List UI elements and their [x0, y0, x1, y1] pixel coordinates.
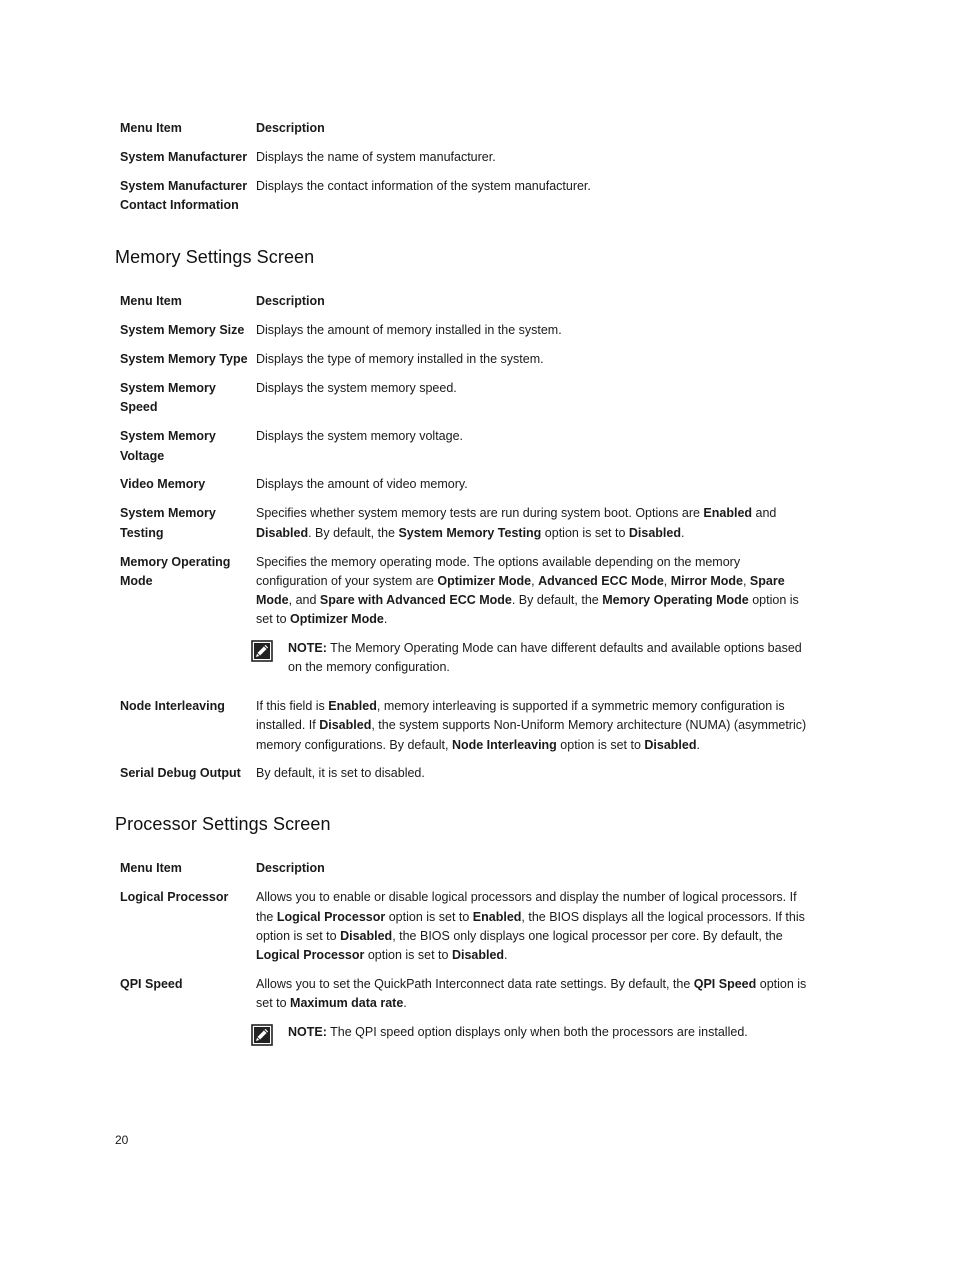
menu-item-description: Displays the amount of video memory.: [256, 477, 468, 492]
menu-item-name: Node Interleaving: [120, 698, 225, 713]
header-menu-item: Menu Item: [120, 121, 182, 135]
note-callout: [256, 1023, 810, 1046]
memory-settings-table: [120, 292, 810, 793]
menu-item-description: If this field is Enabled, memory interleaving is supported if a symmetric memory configuration is installed. If Disabled, the system supports Non-Uniform Memory architecture (NUMA) (asymmetric) memory configurations. By default, Node Interleaving option is set to Disabled.: [256, 698, 807, 752]
table-row: [120, 475, 810, 504]
menu-item-description: Displays the amount of memory installed in the system.: [256, 323, 562, 338]
menu-item-name: System Memory Testing: [120, 506, 216, 540]
menu-item-name: Serial Debug Output: [120, 766, 241, 781]
table-row: [120, 177, 810, 225]
header-description: Description: [256, 294, 325, 308]
table-row: [120, 888, 810, 975]
menu-item-description: Displays the contact information of the system manufacturer.: [256, 179, 591, 194]
processor-settings-table: [120, 859, 810, 1055]
menu-item-name: Logical Processor: [120, 890, 229, 905]
note-callout: [256, 639, 810, 678]
table-row: [120, 975, 810, 1055]
description-text: Specifies the memory operating mode. The options available depending on the memory configuration of your system are Optimizer Mode, Advanced ECC Mode, Mirror Mode, Spare Mode, and Spare with Advanced ECC Mode. By default, the Memory Operating Mode option is set to Optimizer Mode.: [256, 554, 799, 627]
menu-item-name: System Memory Type: [120, 352, 248, 367]
menu-item-description: By default, it is set to disabled.: [256, 766, 425, 781]
system-info-table: [120, 119, 810, 225]
menu-item-name: System Memory Voltage: [120, 429, 216, 463]
memory-section-title: Memory Settings Screen: [115, 247, 315, 267]
description-text: Allows you to set the QuickPath Interconnect data rate settings. By default, the QPI Speed option is set to Maximum data rate.: [256, 977, 807, 1011]
table-header-row: [120, 119, 810, 148]
menu-item-description: Displays the type of memory installed in the system.: [256, 352, 544, 367]
table-row: [120, 504, 810, 552]
table-row: [120, 350, 810, 379]
note-text: NOTE: The QPI speed option displays only when both the processors are installed.: [288, 1024, 748, 1039]
processor-settings-section: [120, 859, 820, 1055]
table-header-row: [120, 292, 810, 321]
processor-section-title: Processor Settings Screen: [115, 814, 331, 834]
menu-item-name: System Memory Size: [120, 323, 245, 338]
menu-item-description: [256, 553, 810, 697]
page-number: 20: [115, 1133, 129, 1147]
header-menu-item: Menu Item: [120, 294, 182, 308]
note-pencil-icon: [251, 1024, 273, 1046]
table-row: [120, 553, 810, 697]
table-row: [120, 379, 810, 427]
menu-item-name: QPI Speed: [120, 977, 183, 992]
menu-item-name: Memory Operating Mode: [120, 554, 231, 588]
header-menu-item: Menu Item: [120, 861, 182, 875]
table-row: [120, 697, 810, 764]
header-description: Description: [256, 121, 325, 135]
menu-item-description: Specifies whether system memory tests are run during system boot. Options are Enabled and Disabled. By default, the System Memory Testing option is set to Disabled.: [256, 506, 777, 540]
system-info-section: [120, 119, 820, 225]
note-text: NOTE: The Memory Operating Mode can have different defaults and available options based on the memory configuration.: [288, 640, 802, 675]
table-header-row: [120, 859, 810, 888]
menu-item-description: Displays the system memory voltage.: [256, 429, 464, 444]
menu-item-name: System Manufacturer: [120, 150, 248, 165]
menu-item-description: Displays the name of system manufacturer.: [256, 150, 496, 165]
menu-item-name: System Manufacturer Contact Information: [120, 179, 248, 213]
note-pencil-icon: [251, 640, 273, 662]
table-row: [120, 764, 810, 793]
menu-item-description: Allows you to enable or disable logical processors and display the number of logical processors. If the Logical Processor option is set to Enabled, the BIOS displays all the logical processors. If this option is set to Disabled, the BIOS only displays one logical processor per core. By default, the Logical Processor option is set to Disabled.: [256, 890, 805, 963]
menu-item-name: Video Memory: [120, 477, 206, 492]
menu-item-description: Displays the system memory speed.: [256, 381, 457, 396]
memory-settings-section: [120, 292, 820, 793]
menu-item-description: [256, 975, 810, 1055]
table-row: [120, 148, 810, 177]
table-row: [120, 321, 810, 350]
table-row: [120, 427, 810, 475]
header-description: Description: [256, 861, 325, 875]
menu-item-name: System Memory Speed: [120, 381, 216, 415]
